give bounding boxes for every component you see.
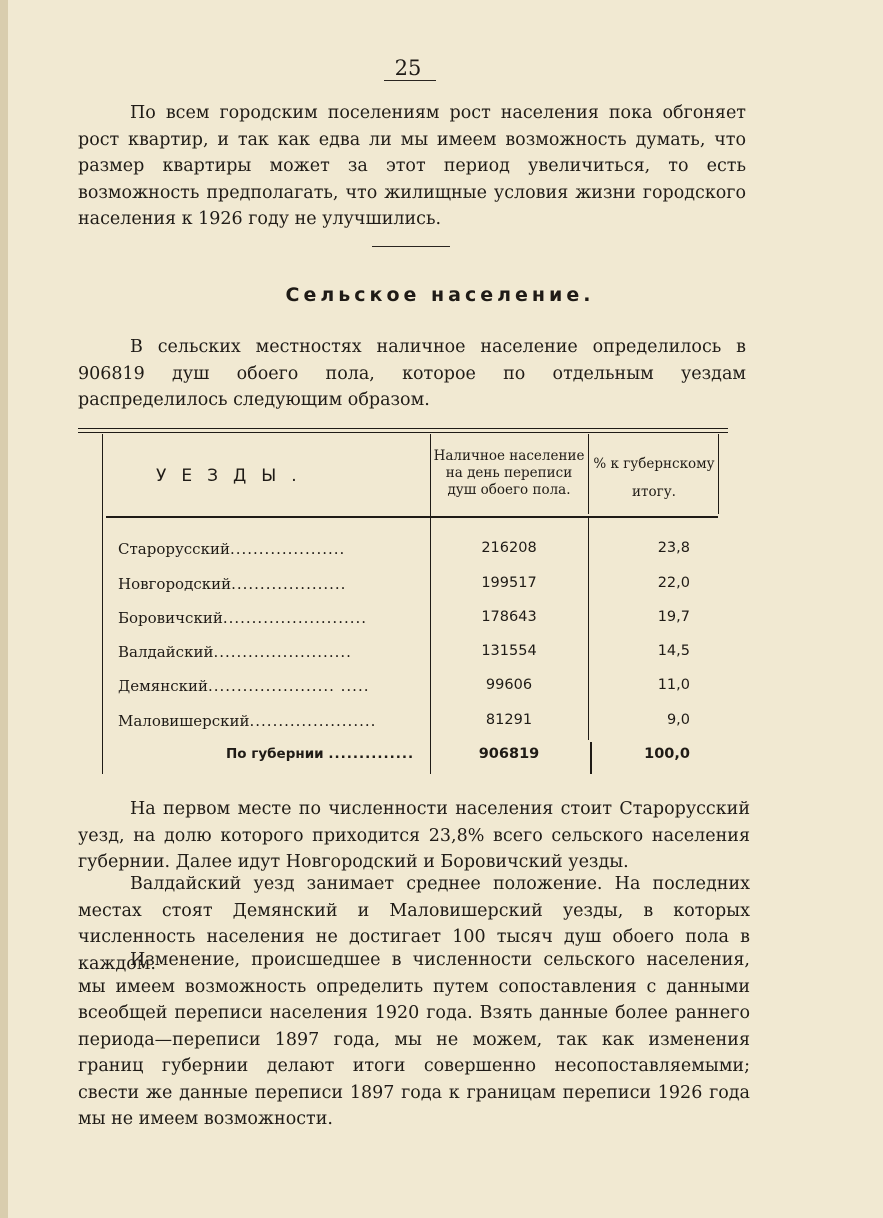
table-row bbox=[78, 708, 728, 738]
population-value: 178643 bbox=[481, 609, 537, 625]
table-top-rule bbox=[78, 428, 728, 429]
table-row bbox=[78, 605, 728, 635]
table-row bbox=[78, 673, 728, 703]
table-row bbox=[78, 571, 728, 601]
percent-value: 11,0 bbox=[657, 677, 690, 693]
uezd-name: Демянский...................... ..... bbox=[118, 677, 370, 695]
page-number: 25 bbox=[394, 56, 422, 80]
uezd-name: Новгородский.................... bbox=[118, 575, 347, 593]
population-value: 81291 bbox=[485, 712, 533, 728]
table-total-row bbox=[78, 742, 728, 772]
section-separator bbox=[372, 246, 450, 247]
paragraph-ranking: На первом месте по численности населения стоит Старорусский уезд, на долю которого приходится 23,8% всего сельского населения губернии. Далее идут Новгородский и Боровичский уезды. bbox=[78, 799, 750, 872]
paragraph-rural-intro: В сельских местностях наличное население определилось в 906819 душ обоего пола, которое по отдельным уездам распределилось следующим образом. bbox=[78, 337, 746, 410]
total-label: По губернии .............. bbox=[226, 746, 415, 762]
paragraph-middle-last: Валдайский уезд занимает среднее положение. На последних местах стоят Демянский и Маловишерский уезды, в которых численность населения не достигает 100 тысяч душ обоего пола в каждом. bbox=[78, 874, 750, 974]
percent-value: 22,0 bbox=[657, 575, 690, 591]
percent-value: 23,8 bbox=[657, 540, 690, 556]
paragraph-urban-housing: По всем городским поселениям рост населения пока обгоняет рост квартир, и так как едва ли мы имеем возможность думать, что размер квартиры может за этот период увеличиться, то есть возможность предполагать, что жилищные условия жизни городского населения к 1926 году не улучшились. bbox=[78, 103, 746, 229]
column-header-population: Наличное население на день переписи душ обоего пола. bbox=[433, 448, 585, 498]
table-col-divider-2 bbox=[588, 434, 589, 514]
column-header-uezd: УЕЗДЫ. bbox=[156, 466, 312, 486]
page-number-underline bbox=[384, 80, 436, 81]
uezd-name: Боровичский......................... bbox=[118, 609, 368, 627]
table-header-rule bbox=[106, 516, 718, 518]
uezd-name: Маловишерский...................... bbox=[118, 712, 377, 730]
table-row bbox=[78, 536, 728, 566]
uezd-name: Старорусский.................... bbox=[118, 540, 346, 558]
column-header-percent: % к губернскому итогу. bbox=[593, 456, 715, 500]
total-percent-value: 100,0 bbox=[644, 746, 690, 762]
population-table bbox=[78, 428, 728, 774]
page-edge bbox=[0, 0, 8, 1218]
table-top-rule-inner bbox=[78, 432, 728, 433]
percent-value: 14,5 bbox=[657, 643, 690, 659]
population-value: 99606 bbox=[485, 677, 533, 693]
population-value: 131554 bbox=[481, 643, 537, 659]
total-population-value: 906819 bbox=[478, 746, 540, 762]
percent-value: 9,0 bbox=[666, 712, 690, 728]
paragraph-comparison: Изменение, происшедшее в численности сельского населения, мы имеем возможность определить путем сопоставления с данными всеобщей переписи населения 1920 года. Взять данные более раннего периода—переписи 1897 года, мы не можем, так как изменения границ губернии делают итоги совершенно несопоставляемыми; свести же данные переписи 1897 года к границам переписи 1926 года мы не имеем возможности. bbox=[78, 950, 750, 1129]
population-value: 199517 bbox=[481, 575, 537, 591]
uezd-name: Валдайский........................ bbox=[118, 643, 352, 661]
table-right-border bbox=[718, 434, 719, 514]
percent-value: 19,7 bbox=[657, 609, 690, 625]
section-heading: Сельское население. bbox=[285, 284, 595, 306]
population-value: 216208 bbox=[481, 540, 537, 556]
table-row bbox=[78, 639, 728, 669]
